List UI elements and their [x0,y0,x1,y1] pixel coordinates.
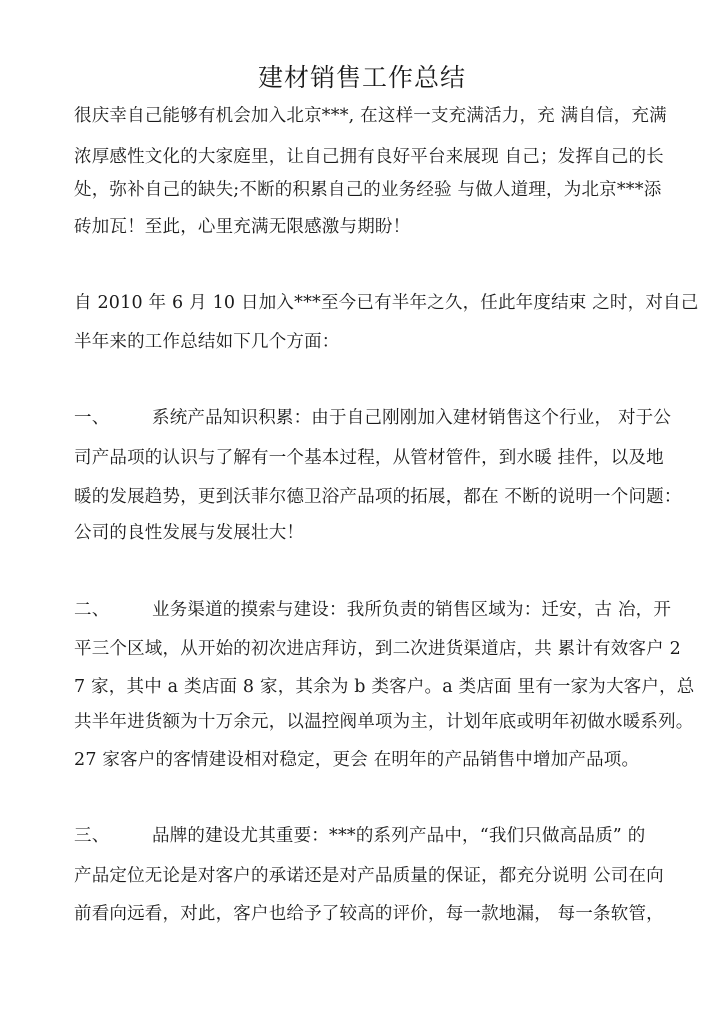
paragraph-line: 公司的良性发展与发展壮大！ [74,523,305,543]
paragraph-line: 自 2010 年 6 月 10 日加入***至今已有半年之久，任此年度结束 之时，对自己 [74,293,699,313]
section-heading-line [74,824,664,848]
paragraph-line: 很庆幸自己能够有机会加入北京***, 在这样一支充满活力，充 满自信，充满 [74,106,667,126]
paragraph-line: 砖加瓦！至此，心里充满无限感激与期盼！ [74,217,411,237]
paragraph-line: 处，弥补自己的缺失;不断的积累自己的业务经验 与做人道理，为北京***添 [74,180,662,200]
paragraph-line: 暖的发展趋势，更到沃菲尔德卫浴产品项的拓展，都在 不断的说明一个问题： [74,487,682,507]
paragraph-line: 半年来的工作总结如下几个方面： [74,332,340,352]
paragraph-line: 27 家客户的客情建设相对稳定，更会 在明年的产品销售中增加产品项。 [74,750,640,770]
paragraph-line: 产品定位无论是对客户的承诺还是对产品质量的保证，都充分说明 公司在向 [74,866,664,886]
paragraph-line: 司产品项的认识与了解有一个基本过程，从管材管件，到水暖 挂件，以及地 [74,448,664,468]
section-number: 二、 [74,600,110,620]
paragraph-line: 平三个区域，从开始的初次进店拜访，到二次进货渠道店，共 累计有效客户 2 [74,639,681,659]
section-text: 业务渠道的摸索与建设：我所负责的销售区域为：迁安，古 冶，开 [152,600,672,620]
section-heading-line [74,406,672,430]
section-text: 品牌的建设尤其重要：***的系列产品中，“我们只做高品质” 的 [152,826,646,846]
section-number: 一、 [74,408,110,428]
paragraph-line: 共半年进货额为十万余元，以温控阀单项为主，计划年底或明年初做水暖系列。 [74,712,694,732]
section-number: 三、 [74,826,110,846]
paragraph-line: 前看向远看，对此，客户也给予了较高的评价，每一款地漏， 每一条软管， [74,904,664,924]
section-heading-line [74,598,672,622]
paragraph-line: 7 家，其中 a 类店面 8 家，其余为 b 类客户。a 类店面 里有一家为大客户，总 [74,677,695,697]
paragraph-line: 浓厚感性文化的大家庭里，让自己拥有良好平台来展现 自己；发挥自己的长 [74,147,664,167]
document-title: 建材销售工作总结 [257,63,466,92]
section-text: 系统产品知识积累：由于自己刚刚加入建材销售这个行业， 对于公 [152,408,672,428]
